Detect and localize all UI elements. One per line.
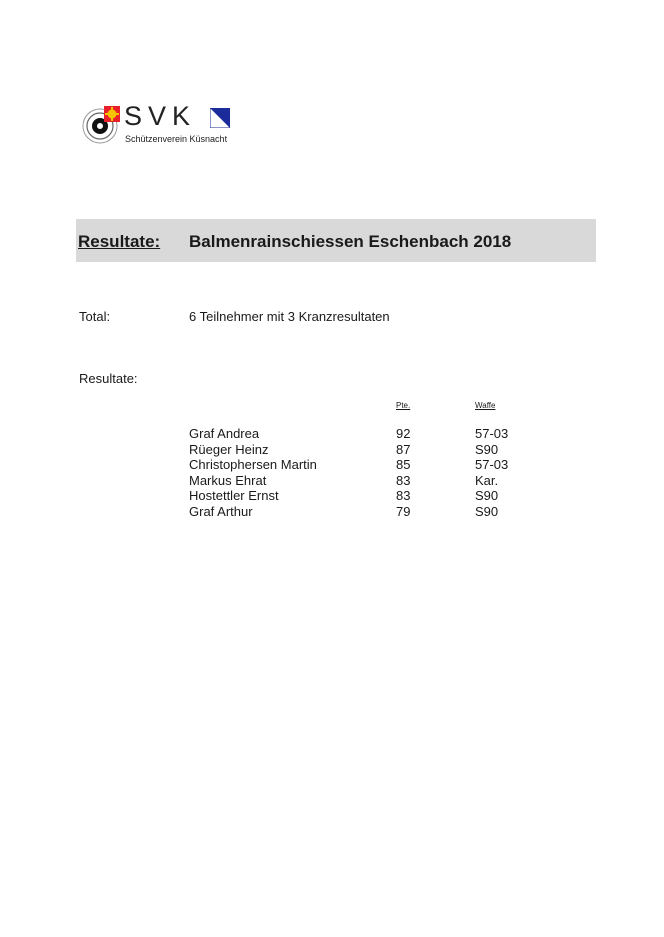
shooter-points: 83: [396, 488, 411, 504]
shooter-name: Graf Andrea: [189, 426, 260, 441]
shooter-weapon: S90: [475, 488, 499, 504]
shooter-weapon: 57-03: [475, 457, 509, 473]
title-label: Resultate:: [78, 232, 161, 251]
shooter-weapon: S90: [475, 441, 499, 457]
logo-letters: SVK: [124, 101, 197, 131]
shooter-points: 79: [396, 503, 411, 519]
shooter-points: 83: [396, 472, 411, 488]
shooter-points: 87: [396, 441, 411, 457]
zurich-flag-icon: [210, 108, 230, 128]
shooter-name: Markus Ehrat: [189, 472, 267, 488]
results-label: Resultate:: [79, 371, 138, 386]
shooter-name: Rüeger Heinz: [189, 441, 269, 457]
shooter-weapon: Kar.: [475, 472, 499, 488]
club-logo: [82, 100, 252, 148]
total-label: Total:: [79, 309, 111, 324]
shooter-weapon: S90: [475, 503, 499, 519]
shooter-name: Hostettler Ernst: [189, 488, 279, 504]
logo-subtitle: Schützenverein Küsnacht: [125, 134, 228, 144]
shooter-name: Christophersen Martin: [189, 457, 317, 473]
points-column-header: Pte.: [396, 401, 411, 410]
shooter-points: 92: [396, 426, 411, 441]
page-title: Balmenrainschiessen Eschenbach 2018: [189, 232, 512, 251]
title-bar: [76, 219, 596, 262]
weapon-column-header: Waffe: [475, 401, 496, 410]
target-icon: [82, 100, 124, 148]
shooter-points: 85: [396, 457, 411, 473]
shooter-weapon: 57-03: [475, 426, 509, 441]
total-value: 6 Teilnehmer mit 3 Kranzresultaten: [189, 309, 390, 324]
shooter-name: Graf Arthur: [189, 503, 253, 519]
